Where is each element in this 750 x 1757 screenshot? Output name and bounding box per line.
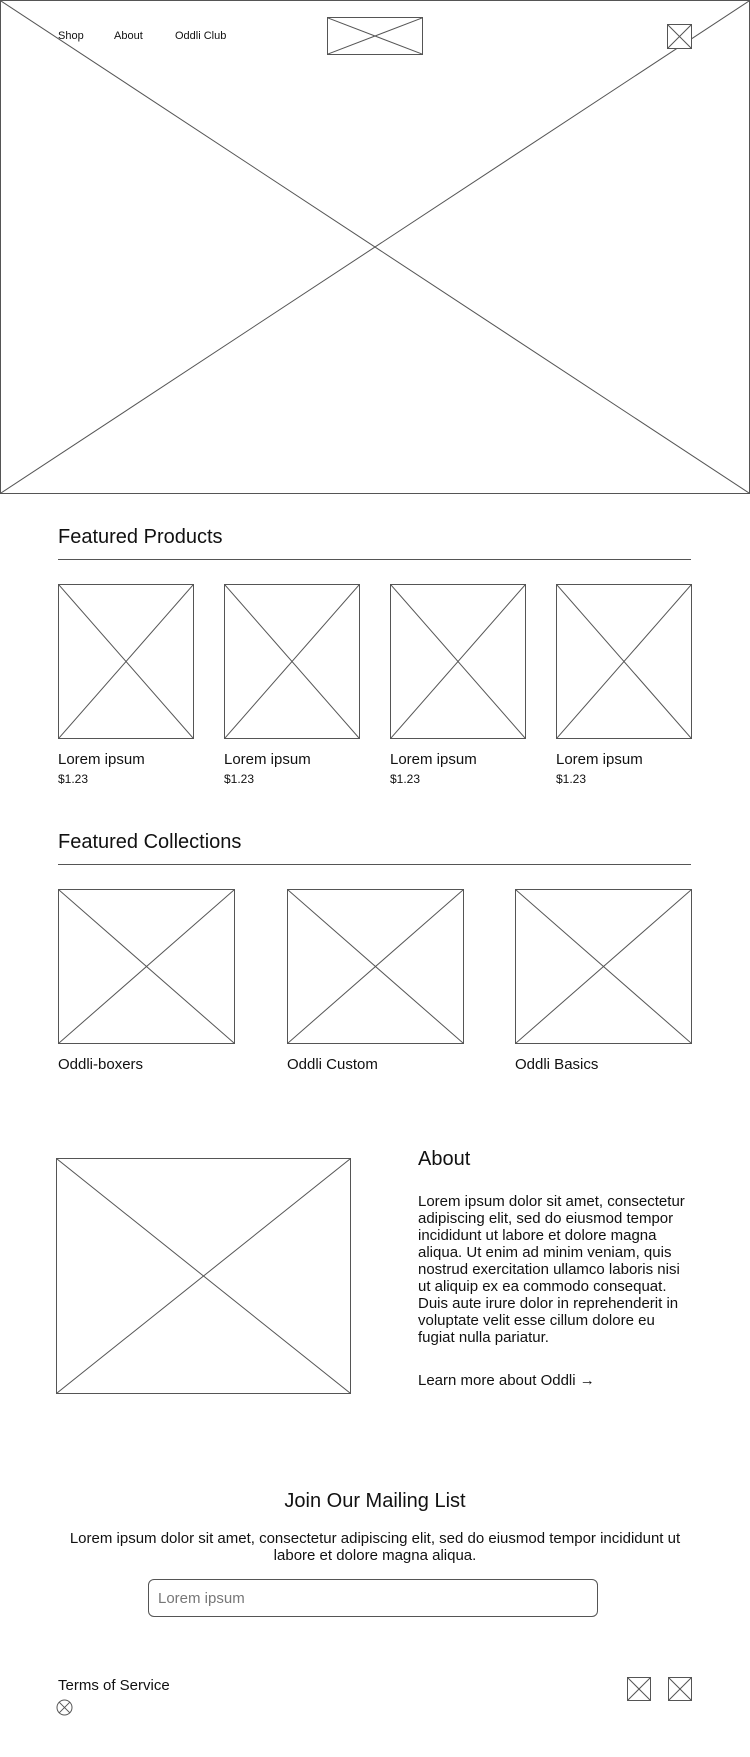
mailing-list-title: Join Our Mailing List [284,1490,466,1512]
nav-link-shop[interactable]: Shop [58,30,84,42]
nav-link-about[interactable]: About [114,30,143,42]
product-price: $1.23 [58,772,89,786]
social-icon[interactable] [627,1677,651,1701]
nav-link-oddli-club[interactable]: Oddli Club [175,30,227,42]
section-divider [58,559,691,560]
product-name[interactable]: Lorem ipsum [556,751,643,768]
product-price: $1.23 [556,772,587,786]
cart-icon[interactable] [667,24,692,49]
learn-more-link[interactable]: Learn more about Oddli → [418,1372,595,1389]
terms-of-service-link[interactable]: Terms of Service [58,1677,170,1694]
collection-name[interactable]: Oddli-boxers [58,1056,144,1073]
product-name[interactable]: Lorem ipsum [224,751,311,768]
featured-products-title: Featured Products [58,526,223,548]
product-image-placeholder[interactable] [556,584,692,739]
featured-collections-title: Featured Collections [58,831,242,853]
collection-image-placeholder[interactable] [515,889,692,1044]
about-image-placeholder [56,1158,351,1394]
circle-x-icon[interactable] [56,1699,73,1716]
section-divider [58,864,691,865]
collection-image-placeholder[interactable] [58,889,235,1044]
product-image-placeholder[interactable] [58,584,194,739]
hero-image-placeholder [0,0,750,494]
about-body-text: Lorem ipsum dolor sit amet, consectetur adipiscing elit, sed do eiusmod tempor incididunt ut labore et dolore magna aliqua. Ut enim ad minim veniam, quis nostrud exercitation ullamco laboris nisi ut aliquip ex ea commodo consequat. Duis aute irure dolor in reprehenderit in voluptate velit esse cillum dolore eu fugiat nulla pariatur. [418,1193,685,1346]
collection-name[interactable]: Oddli Custom [287,1056,378,1073]
product-image-placeholder[interactable] [224,584,360,739]
email-input[interactable] [148,1579,598,1617]
product-name[interactable]: Lorem ipsum [58,751,145,768]
product-price: $1.23 [224,772,255,786]
collection-image-placeholder[interactable] [287,889,464,1044]
product-name[interactable]: Lorem ipsum [390,751,477,768]
logo-placeholder-icon[interactable] [327,17,423,55]
collection-name[interactable]: Oddli Basics [515,1056,599,1073]
about-title: About [418,1148,471,1170]
mailing-list-text: Lorem ipsum dolor sit amet, consectetur adipiscing elit, sed do eiusmod tempor incididunt ut labore et dolore magna aliqua. [69,1530,681,1564]
product-image-placeholder[interactable] [390,584,526,739]
social-icon[interactable] [668,1677,692,1701]
product-price: $1.23 [390,772,421,786]
